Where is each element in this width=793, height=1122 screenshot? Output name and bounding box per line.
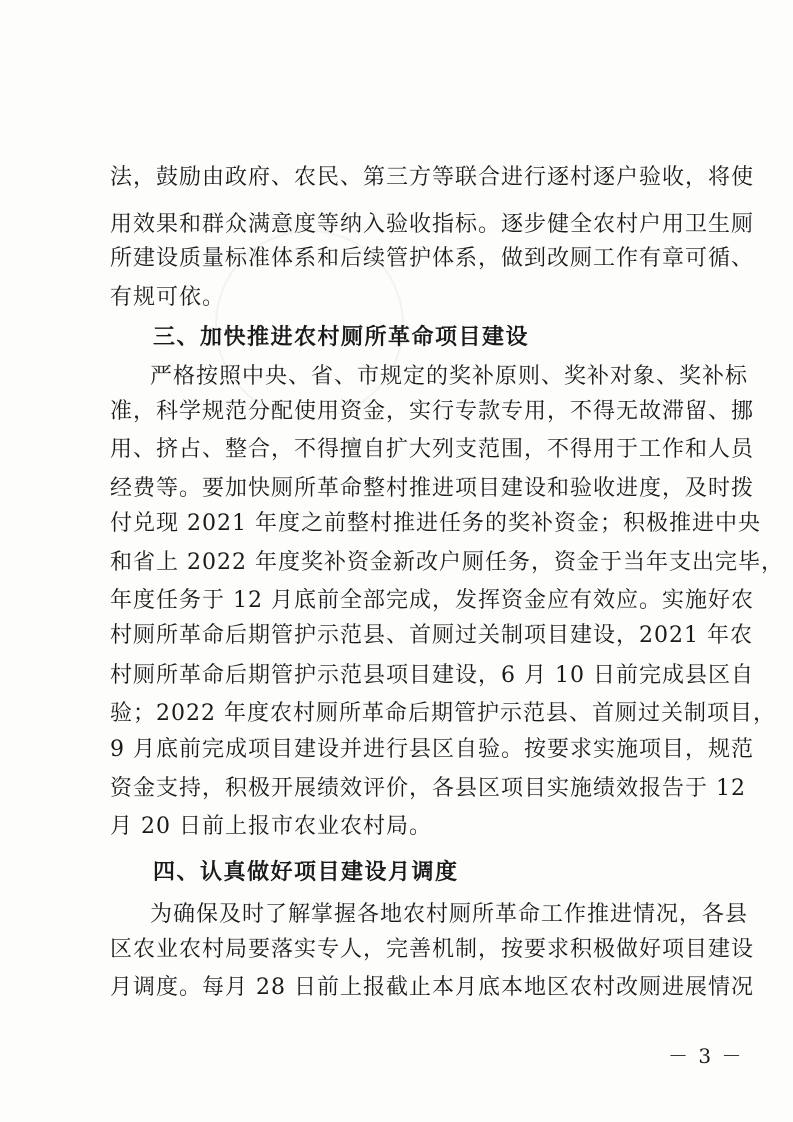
body-line: 经费等。要加快厕所革命整村推进项目建设和验收进度，及时拨	[110, 476, 755, 501]
body-line: 资金支持，积极开展绩效评价，各县区项目实施绩效报告于 12	[110, 776, 746, 801]
body-line: 为确保及时了解掌握各地农村厕所革命工作推进情况，各县	[150, 902, 749, 927]
body-line: 准，科学规范分配使用资金，实行专款专用，不得无故滞留、挪	[110, 399, 755, 424]
body-line: 验；2022 年度农村厕所革命后期管护示范县、首厕过关制项目，	[110, 701, 776, 726]
body-line: 区农业农村局要落实专人，完善机制，按要求积极做好项目建设	[110, 937, 755, 962]
section-heading-4: 四、认真做好项目建设月调度	[153, 859, 459, 885]
body-line: 付兑现 2021 年度之前整村推进任务的奖补资金；积极推进中央	[110, 511, 761, 536]
body-line: 和省上 2022 年度奖补资金新改户厕任务，资金于当年支出完毕，	[110, 550, 784, 575]
body-line: 用、挤占、整合，不得擅自扩大列支范围，不得用于工作和人员	[110, 437, 755, 462]
section-heading-3: 三、加快推进农村厕所革命项目建设	[153, 324, 530, 350]
body-line: 所建设质量标准体系和后续管护体系，做到改厕工作有章可循、	[110, 246, 755, 271]
body-line: 有规可依。	[110, 285, 226, 310]
page-number: － 3 －	[668, 1044, 744, 1068]
body-line: 9 月底前完成项目建设并进行县区自验。按要求实施项目，规范	[110, 737, 754, 762]
body-line: 村厕所革命后期管护示范县、首厕过关制项目建设，2021 年农	[110, 623, 753, 648]
body-line: 年度任务于 12 月底前全部完成，发挥资金应有效应。实施好农	[110, 588, 754, 613]
body-line: 法，鼓励由政府、农民、第三方等联合进行逐村逐户验收，将使	[110, 165, 755, 190]
body-line: 月 20 日前上报市农业农村局。	[110, 814, 432, 839]
body-line: 严格按照中央、省、市规定的奖补原则、奖补对象、奖补标	[150, 364, 749, 389]
body-line: 月调度。每月 28 日前上报截止本月底本地区农村改厕进展情况	[110, 975, 754, 1000]
body-line: 用效果和群众满意度等纳入验收指标。逐步健全农村户用卫生厕	[110, 212, 755, 237]
body-line: 村厕所革命后期管护示范县项目建设，6 月 10 日前完成县区自	[110, 663, 754, 688]
